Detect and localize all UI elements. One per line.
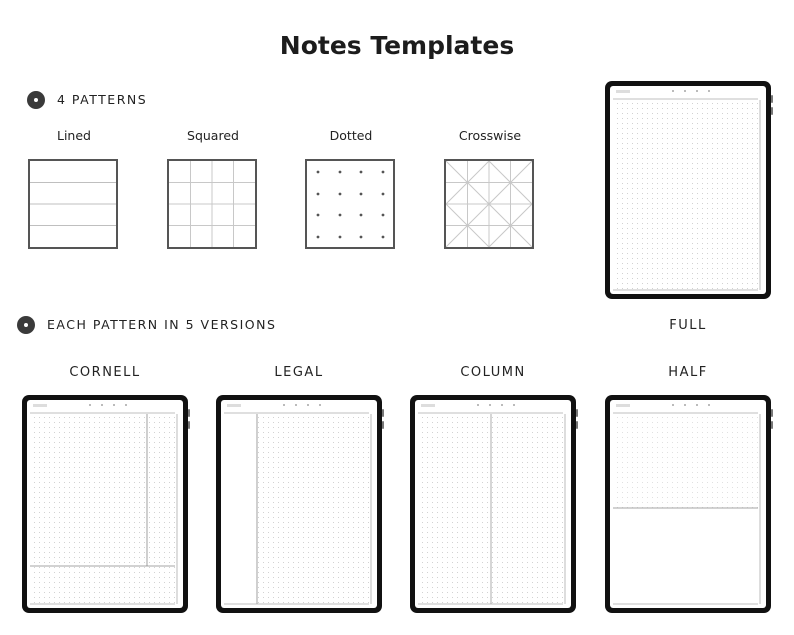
tablet-cornell-preview [22,395,188,613]
version-label-half: HALF [668,365,708,380]
version-label-cornell: CORNELL [69,365,141,380]
page-title: Notes Templates [279,31,515,60]
tablet-full-preview [605,81,771,299]
version-label-column: COLUMN [460,365,526,380]
squared-pattern-icon [167,159,257,249]
crosswise-pattern-icon [444,159,534,249]
bullet-icon [17,316,35,334]
bullet-icon [27,91,45,109]
version-label-full: FULL [669,318,707,333]
pattern-label-lined: Lined [57,128,91,143]
section-label-patterns: 4 PATTERNS [57,92,148,107]
lined-pattern-icon [28,159,118,249]
pattern-label-squared: Squared [187,128,239,143]
pattern-label-dotted: Dotted [329,128,373,143]
pattern-label-crosswise: Crosswise [458,128,522,143]
version-label-legal: LEGAL [274,365,324,380]
dotted-pattern-icon [305,159,395,249]
section-label-versions: EACH PATTERN IN 5 VERSIONS [47,317,277,332]
tablet-half-preview [605,395,771,613]
tablet-column-preview [410,395,576,613]
tablet-legal-preview [216,395,382,613]
